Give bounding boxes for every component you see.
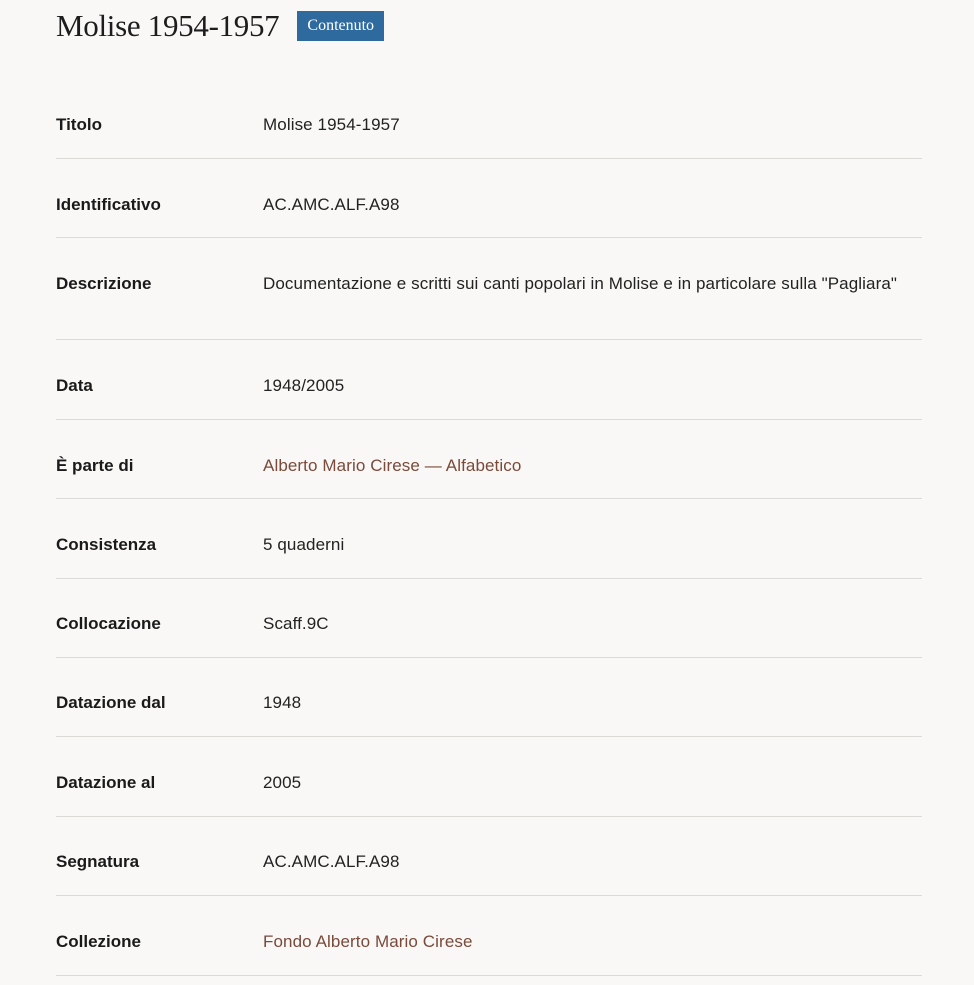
metadata-label: Identificativo (56, 195, 161, 214)
metadata-label: Data (56, 376, 93, 395)
metadata-label: Datazione dal (56, 693, 166, 712)
metadata-row-collezione (56, 896, 922, 976)
metadata-value: Documentazione e scritti sui canti popolari in Molise e in particolare sulla "Pagliara" (263, 274, 898, 293)
metadata-value: 1948/2005 (263, 376, 345, 395)
metadata-table (56, 85, 922, 976)
metadata-value: Molise 1954-1957 (263, 115, 400, 134)
metadata-value (263, 928, 922, 956)
page-header (56, 8, 384, 44)
metadata-row-descrizione (56, 238, 922, 340)
metadata-label: Collezione (56, 932, 142, 951)
metadata-value: Scaff.9C (263, 614, 329, 633)
metadata-label: Consistenza (56, 535, 157, 554)
metadata-row-datazione-dal (56, 658, 922, 737)
metadata-value: AC.AMC.ALF.A98 (263, 852, 400, 871)
metadata-row-collocazione (56, 579, 922, 658)
metadata-value: 5 quaderni (263, 535, 345, 554)
metadata-label: Collocazione (56, 614, 161, 633)
metadata-label: Segnatura (56, 852, 140, 871)
metadata-row-datazione-al (56, 737, 922, 817)
metadata-label: Titolo (56, 115, 102, 134)
metadata-row-parte-di (56, 420, 922, 499)
metadata-value: AC.AMC.ALF.A98 (263, 195, 400, 214)
metadata-value: 1948 (263, 693, 302, 712)
metadata-row-consistenza (56, 499, 922, 579)
parent-collection-link[interactable]: Alberto Mario Cirese — Alfabetico (263, 456, 522, 475)
metadata-row-titolo (56, 85, 922, 159)
metadata-value (263, 452, 922, 480)
metadata-label: È parte di (56, 456, 134, 475)
page-title: Molise 1954-1957 (56, 8, 280, 43)
metadata-row-identificativo (56, 159, 922, 238)
metadata-row-data (56, 340, 922, 420)
metadata-label: Datazione al (56, 773, 156, 792)
content-type-badge: Contenuto (297, 11, 384, 41)
metadata-value: 2005 (263, 773, 302, 792)
metadata-row-segnatura (56, 817, 922, 896)
collection-link[interactable]: Fondo Alberto Mario Cirese (263, 932, 473, 951)
metadata-label: Descrizione (56, 274, 152, 293)
